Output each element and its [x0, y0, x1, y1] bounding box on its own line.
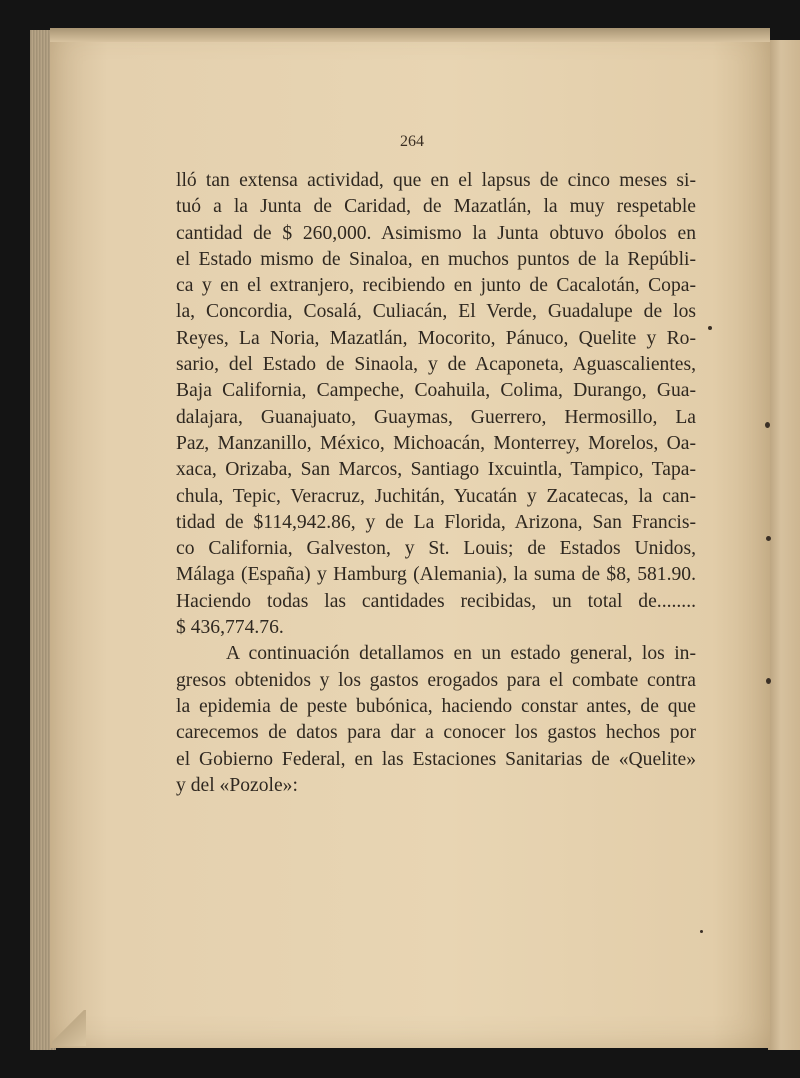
- ink-speck: [766, 678, 771, 684]
- text-line: y del «Pozole»:: [176, 774, 298, 796]
- ink-speck: [765, 422, 770, 428]
- text-line: ca y en el extranjero, recibiendo en junto de Cacalotán, Copa-: [176, 275, 696, 297]
- text-line: $ 436,774.76.: [176, 617, 284, 639]
- text-line: la epidemia de peste bubónica, haciendo constar antes, de que: [176, 695, 696, 717]
- ink-speck: [708, 326, 712, 330]
- text-line: sario, del Estado de Sinaola, y de Acaponeta, Aguascalientes,: [176, 354, 696, 376]
- text-line: gresos obtenidos y los gastos erogados para el combate contra: [176, 669, 696, 691]
- text-line: Reyes, La Noria, Mazatlán, Mocorito, Pánuco, Quelite y Ro-: [176, 327, 696, 349]
- text-line: xaca, Orizaba, San Marcos, Santiago Ixcuintla, Tampico, Tapa-: [176, 459, 696, 481]
- text-line: el Estado mismo de Sinaloa, en muchos puntos de la Repúbli-: [176, 248, 696, 270]
- page-number: 264: [400, 133, 424, 150]
- text-line: carecemos de datos para dar a conocer los gastos hechos por: [176, 722, 696, 744]
- text-line: Málaga (España) y Hamburg (Alemania), la suma de $8, 581.90.: [176, 564, 696, 586]
- ink-speck: [700, 930, 703, 933]
- text-line: cantidad de $ 260,000. Asimismo la Junta obtuvo óbolos en: [176, 222, 696, 244]
- ink-speck: [766, 536, 771, 541]
- text-line: chula, Tepic, Veracruz, Juchitán, Yucatán y Zacatecas, la can-: [176, 485, 696, 507]
- text-line: Baja California, Campeche, Coahuila, Colima, Durango, Gua-: [176, 380, 696, 402]
- body-text: [176, 168, 696, 799]
- text-line: tuó a la Junta de Caridad, de Mazatlán, la muy respetable: [176, 196, 696, 218]
- page-top-edge: [50, 28, 770, 42]
- text-line: Paz, Manzanillo, México, Michoacán, Monterrey, Morelos, Oa-: [176, 432, 696, 454]
- next-page-edge: [768, 40, 800, 1050]
- text-line: el Gobierno Federal, en las Estaciones Sanitarias de «Quelite»: [176, 748, 696, 770]
- text-line: co California, Galveston, y St. Louis; de Estados Unidos,: [176, 538, 696, 560]
- text-line: Haciendo todas las cantidades recibidas, un total de........: [176, 590, 696, 612]
- text-line: dalajara, Guanajuato, Guaymas, Guerrero, Hermosillo, La: [176, 406, 696, 428]
- text-line: A continuación detallamos en un estado general, los in-: [226, 643, 696, 665]
- text-line: la, Concordia, Cosalá, Culiacán, El Verde, Guadalupe de los: [176, 301, 696, 323]
- page-corner-curl: [52, 1010, 86, 1046]
- text-line: tidad de $114,942.86, y de La Florida, Arizona, San Francis-: [176, 511, 696, 533]
- text-line: lló tan extensa actividad, que en el lapsus de cinco meses si-: [176, 170, 696, 191]
